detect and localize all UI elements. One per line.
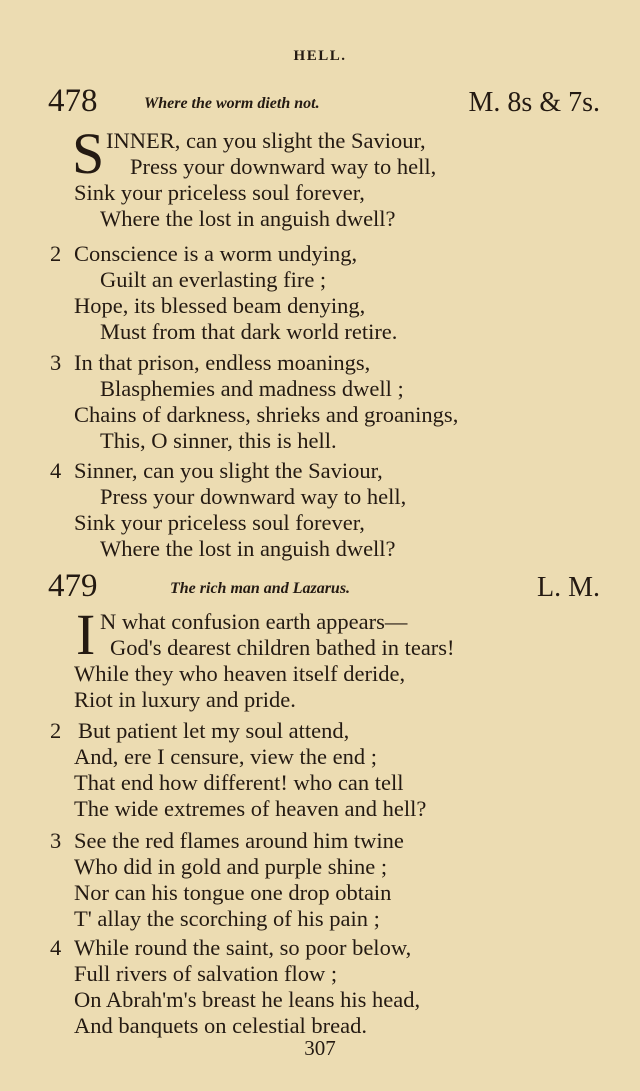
verse-line: N what confusion earth appears— <box>100 609 408 634</box>
hymn-title: The rich man and Lazarus. <box>170 580 351 597</box>
hymn-number: 479 <box>48 568 98 604</box>
verse-line: Guilt an everlasting fire ; <box>100 267 327 292</box>
verse-line: Sink your priceless soul forever, <box>74 510 365 535</box>
running-head: HELL. <box>293 48 347 64</box>
verse-line: While they who heaven itself deride, <box>74 661 406 686</box>
stanza-number: 3 <box>50 350 62 375</box>
drop-cap: I <box>76 602 96 667</box>
verse-line: Riot in luxury and pride. <box>74 687 296 712</box>
verse-line: Press your downward way to hell, <box>100 484 407 509</box>
verse-line: Where the lost in anguish dwell? <box>100 536 396 561</box>
verse-line: And banquets on celestial bread. <box>74 1013 368 1038</box>
verse-line: That end how different! who can tell <box>74 770 404 795</box>
verse-line: Must from that dark world retire. <box>100 319 398 344</box>
verse-line: On Abrah'm's breast he leans his head, <box>74 987 421 1012</box>
verse-line: Sink your priceless soul forever, <box>74 180 365 205</box>
stanza-number: 3 <box>50 828 62 853</box>
stanza-number: 2 <box>50 241 62 266</box>
hymn-meter: L. M. <box>537 572 600 603</box>
verse-line: Where the lost in anguish dwell? <box>100 206 396 231</box>
verse-line: See the red flames around him twine <box>74 828 404 853</box>
verse-line: The wide extremes of heaven and hell? <box>74 796 427 821</box>
verse-line: T' allay the scorching of his pain ; <box>74 906 380 931</box>
page-number: 307 <box>304 1036 336 1060</box>
hymn-header <box>48 565 600 605</box>
hymn-header <box>48 80 600 120</box>
verse-line: Nor can his tongue one drop obtain <box>74 880 392 905</box>
verse-line: God's dearest children bathed in tears! <box>110 635 455 660</box>
verse-line: Blasphemies and madness dwell ; <box>100 376 404 401</box>
hymn-meter: M. 8s & 7s. <box>468 87 600 118</box>
hymn-title: Where the worm dieth not. <box>144 95 320 112</box>
verse-line: Conscience is a worm undying, <box>74 241 358 266</box>
verse-line: This, O sinner, this is hell. <box>100 428 337 453</box>
verse-line: But patient let my soul attend, <box>78 718 350 743</box>
verse-line: Press your downward way to hell, <box>130 154 437 179</box>
verse-line: INNER, can you slight the Saviour, <box>106 128 426 153</box>
verse-line: Who did in gold and purple shine ; <box>74 854 388 879</box>
hymn-number: 478 <box>48 83 98 119</box>
verse-line: Chains of darkness, shrieks and groanings, <box>74 402 459 427</box>
drop-cap: S <box>72 121 105 186</box>
verse-line: In that prison, endless moanings, <box>74 350 371 375</box>
verse-line: Sinner, can you slight the Saviour, <box>74 458 383 483</box>
stanza-number: 4 <box>50 935 62 960</box>
stanza-number: 4 <box>50 458 62 483</box>
verse-line: And, ere I censure, view the end ; <box>74 744 378 769</box>
verse-line: Hope, its blessed beam denying, <box>74 293 366 318</box>
stanza-number: 2 <box>50 718 62 743</box>
verse-line: While round the saint, so poor below, <box>74 935 412 960</box>
verse-line: Full rivers of salvation flow ; <box>74 961 338 986</box>
